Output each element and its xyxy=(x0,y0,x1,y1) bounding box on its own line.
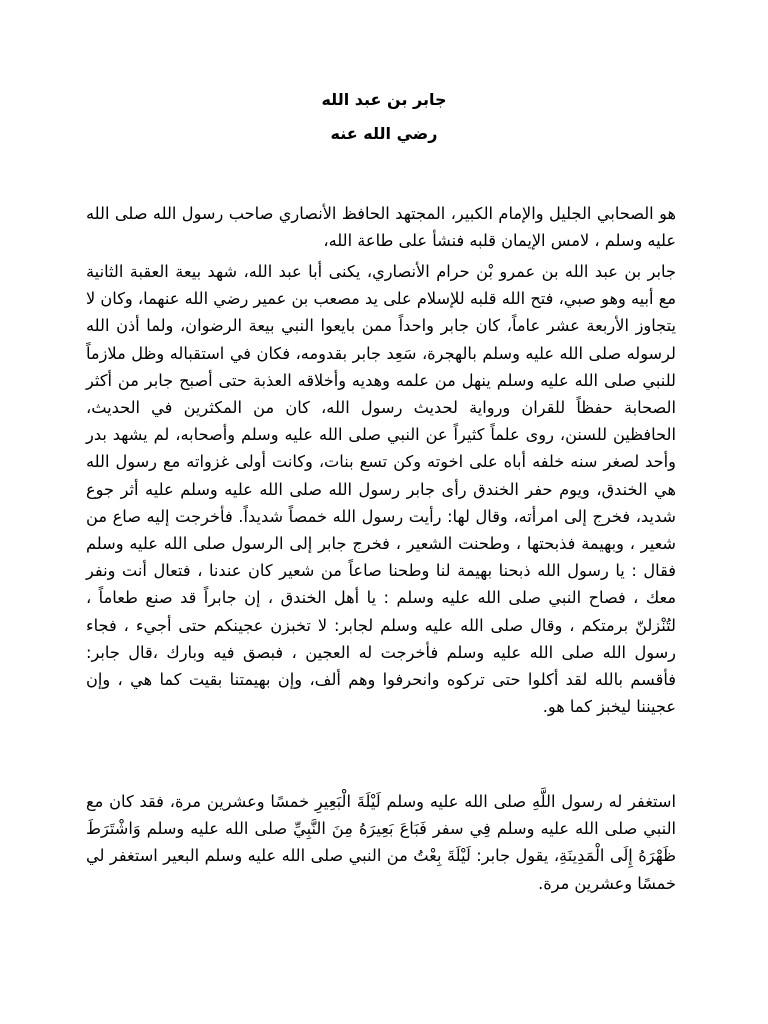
document-title: جابر بن عبد الله xyxy=(321,90,447,109)
paragraph-introduction: هو الصحابي الجليل والإمام الكبير، المجتهد الحافظ الأنصاري صاحب رسول الله صلى الله عليه وسلم ، لامس الإيمان قلبه فنشأ على طاعة الله، xyxy=(86,204,676,251)
paragraph-istighfar: استغفر له رسول اللَّهِ صلى الله عليه وسلم لَيْلَةَ الْبَعِيرِ خمسًا وعشرين مرة، فقد كان مع النبي صلى الله عليه وسلم فِي سفر فَبَاعَ بَعِيرَهُ مِنَ النَّبِيِّ صلى الله عليه وسلم وَاشْتَرَطَ ظَهْرَهُ إِلَى الْمَدِينَةِ، يقول جابر: لَيْلَةَ بِعْتُ من النبي صلى الله عليه وسلم البعير استغفر لي خمسًا وعشرين مرة. xyxy=(86,792,676,893)
document-subtitle: رضي الله عنه xyxy=(330,124,438,143)
paragraph-biography: جابر بن عبد الله بن عمرو بْن حرام الأنصاري، يكنى أبا عبد الله، شهد بيعة العقبة الثانية مع أبيه وهو صبي، فتح الله قلبه للإسلام على يد مصعب بن عمير رضي الله عنهما، وكان لا يتجاوز الأربعة عشر عاماً، كان جابر واحداً ممن بايعوا النبي بيعة الرضوان، ولما أذن الله لرسوله صلى الله عليه وسلم بالهجرة، سَعِد جابر بقدومه، فكان في استقباله وظل ملازماً للنبي صلى الله عليه وسلم ينهل من علمه وهديه وأخلاقه العذبة حتى أصبح جابر من أكثر الصحابة حفظاً للقران ورواية لحديث رسول الله، كان من المكثرين في الحديث، الحافظين للسنن، روى علماً كثيراً عن النبي صلى الله عليه وسلم وأصحابه، لم يشهد بدر وأحد لصغر سنه خلفه أباه على اخوته وكن تسع بنات، وكانت أولى غزواته مع رسول الله هي الخندق، ويوم حفر الخندق رأى جابر رسول الله صلى الله عليه وسلم عليه أثر جوع شديد، فخرج إلى امرأته، وقال لها: رأيت رسول الله خمصاً شديداً. فأخرجت إليه صاع من شعير ، وبهيمة فذبحتها ، وطحنت الشعير ، فخرج جابر إلى الرسول صلى الله عليه وسلم فقال : يا رسول الله ذبحنا بهيمة لنا وطحنا صاعاً من شعير كان عندنا ، فتعال أنت ونفر معك ، فصاح النبي صلى الله عليه وسلم : يا أهل الخندق ، إن جابراً قد صنع طعاماً ، لتُنْزلنّ برمتكم ، وقال صلى الله عليه وسلم لجابر: لا تخبزن عجينكم حتى أجيء ، فجاء رسول الله صلى الله عليه وسلم فأخرجت له العجين ، فبصق فيه وبارك ،قال جابر: فأقسم بالله لقد أكلوا حتى تركوه وانحرفوا وهم ألف، وإن بهيمتنا بقيت كما هي ، وإن عجيننا ليخبز كما هو. xyxy=(86,262,676,717)
